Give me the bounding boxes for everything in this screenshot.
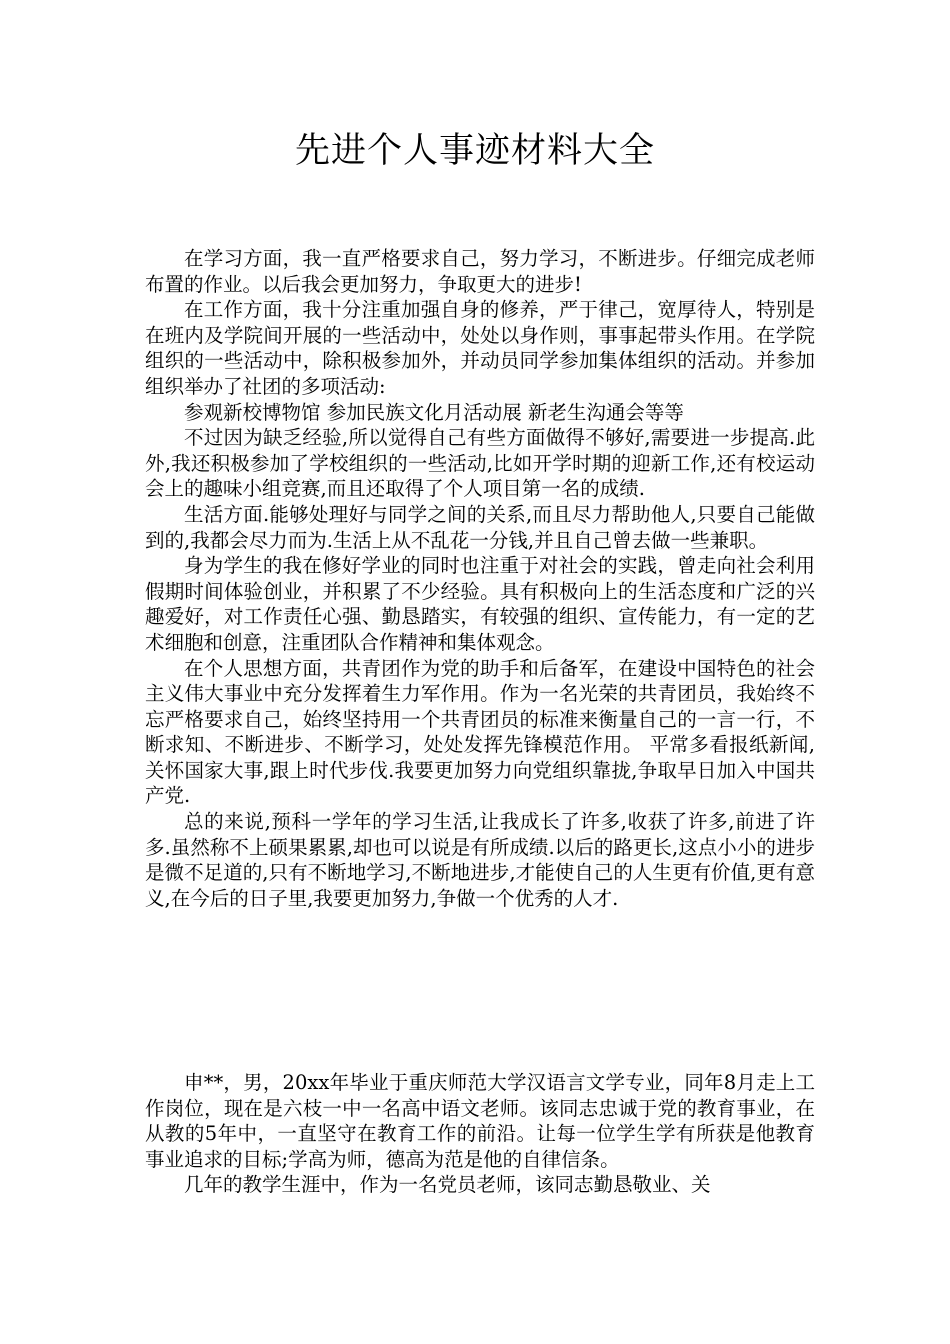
paragraph-life: 生活方面.能够处理好与同学之间的关系,而且尽力帮助他人,只要自己能做到的,我都会尽力而为.生活上从不乱花一分钱,并且自己曾去做一些兼职。 (145, 502, 815, 552)
section-2 (145, 1070, 815, 1198)
paragraph-experience: 不过因为缺乏经验,所以觉得自己有些方面做得不够好,需要进一步提高.此外,我还积极参加了学校组织的一些活动,比如开学时期的迎新工作,还有校运动会上的趣味小组竞赛,而且还取得了个人项目第一名的成绩. (145, 426, 815, 501)
paragraph-work: 在工作方面，我十分注重加强自身的修养，严于律己，宽厚待人，特别是在班内及学院间开展的一些活动中，处处以身作则，事事起带头作用。在学院组织的一些活动中，除积极参加外，并动员同学参加集体组织的活动。并参加组织举办了社团的多项活动: (145, 298, 815, 398)
document-title: 先进个人事迹材料大全 (294, 131, 655, 171)
paragraph-practice: 身为学生的我在修好学业的同时也注重于对社会的实践，曾走向社会利用假期时间体验创业，并积累了不少经验。具有积极向上的生活态度和广泛的兴趣爱好，对工作责任心强、勤恳踏实，有较强的组织、宣传能力，有一定的艺术细胞和创意，注重团队合作精神和集体观念。 (145, 554, 815, 654)
paragraph-activities: 参观新校博物馆 参加民族文化月活动展 新老生沟通会等等 (184, 400, 684, 424)
section-1 (145, 246, 815, 911)
paragraph-summary: 总的来说,预科一学年的学习生活,让我成长了许多,收获了许多,前进了许多.虽然称不上硕果累累,却也可以说是有所成绩.以后的路更长,这点小小的进步是微不足道的,只有不断地学习,不断地进步,才能使自己的人生更有价值,更有意义,在今后的日子里,我要更加努力,争做一个优秀的人才. (145, 810, 815, 910)
paragraph-thought: 在个人思想方面，共青团作为党的助手和后备军，在建设中国特色的社会主义伟大事业中充分发挥着生力军作用。作为一名光荣的共青团员，我始终不忘严格要求自己，始终坚持用一个共青团员的标准来衡量自己的一言一行，不断求知、不断进步、不断学习，处处发挥先锋模范作用。 平常多看报纸新闻,关怀国家大事,跟上时代步伐.我要更加努力向党组织靠拢,争取早日加入中国共产党. (145, 656, 815, 808)
paragraph-teacher-intro: 申**，男，20xx年毕业于重庆师范大学汉语言文学专业，同年8月走上工作岗位，现在是六枝一中一名高中语文老师。该同志忠诚于党的教育事业，在从教的5年中，一直坚守在教育工作的前沿。让每一位学生学有所获是他教育事业追求的目标;学高为师，德高为范是他的自律信条。 (145, 1071, 815, 1171)
paragraph-study: 在学习方面，我一直严格要求自己，努力学习，不断进步。仔细完成老师布置的作业。以后我会更加努力，争取更大的进步! (145, 247, 815, 296)
paragraph-teacher-career: 几年的教学生涯中，作为一名党员老师，该同志勤恳敬业、关 (184, 1173, 711, 1197)
